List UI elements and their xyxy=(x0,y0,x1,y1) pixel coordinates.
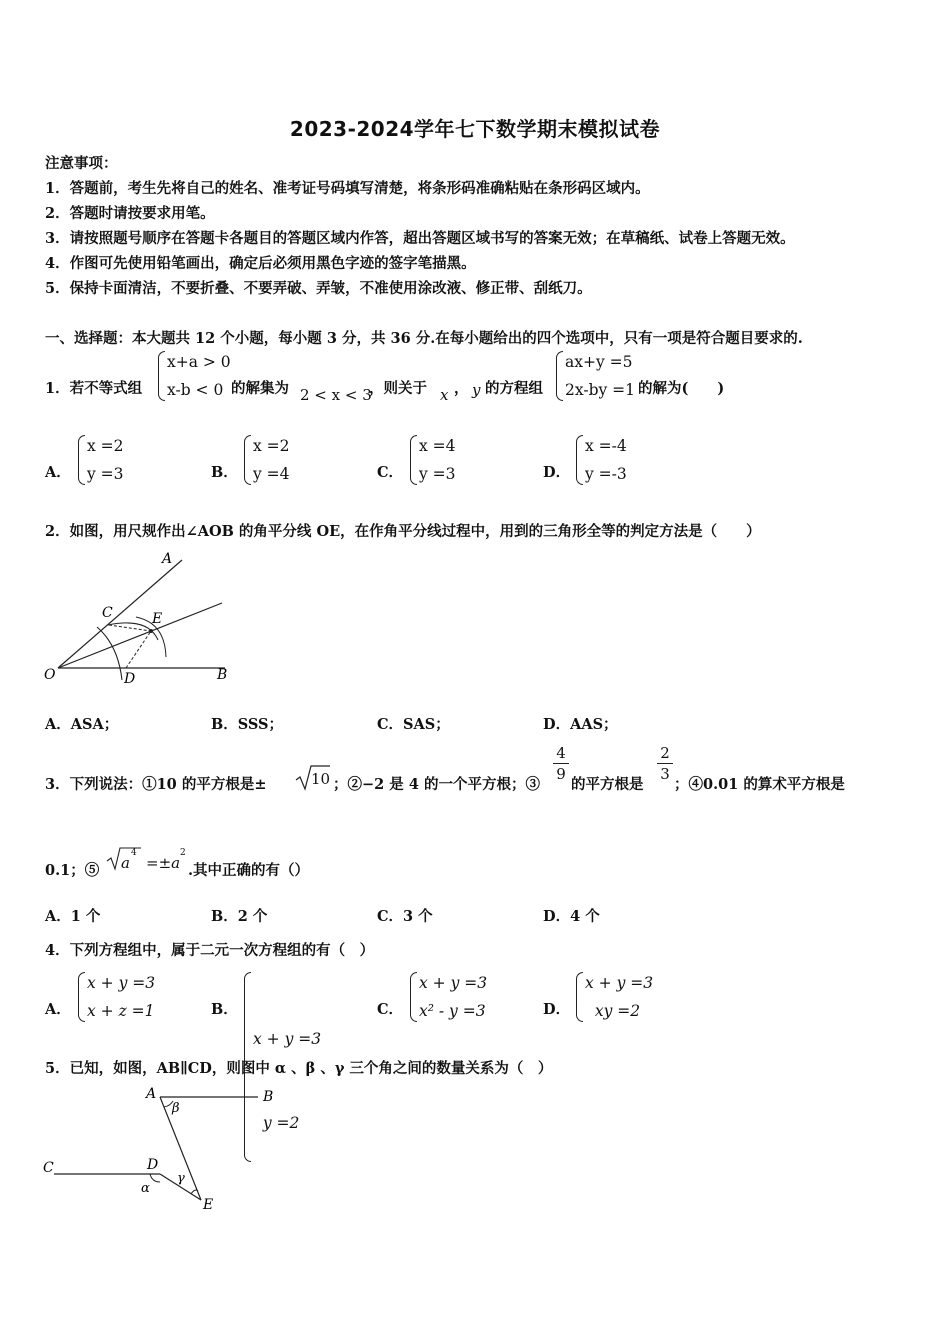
q3-option-a[interactable]: A．1 个 xyxy=(45,908,101,925)
parallel-lines-figure xyxy=(40,1080,290,1220)
q2-option-b[interactable]: B．SSS； xyxy=(211,716,284,733)
label-e: E xyxy=(152,611,163,627)
q4-option-a-line2: x + z =1 xyxy=(87,1002,155,1020)
label-o: O xyxy=(44,667,56,683)
q1-option-d-label[interactable]: D． xyxy=(543,464,571,481)
arc-cd xyxy=(97,627,122,680)
q1-comma: ， xyxy=(454,380,469,397)
q1-prefix: 1．若不等式组 xyxy=(45,380,143,397)
q4-option-a[interactable] xyxy=(78,969,155,1025)
angle-gamma-arc xyxy=(191,1190,198,1194)
q1-option-d[interactable] xyxy=(576,432,627,488)
q3-eq-exp: 2 xyxy=(180,848,186,858)
q1-equation-system xyxy=(556,348,635,404)
q4-option-b-line2: y =2 xyxy=(253,1114,300,1132)
q4-option-b-line1: x + y =3 xyxy=(253,1030,322,1048)
ray-oa xyxy=(58,560,182,668)
label-alpha: α xyxy=(141,1181,150,1196)
q1-option-b-line2: y =4 xyxy=(253,465,290,483)
q1-option-b[interactable] xyxy=(244,432,290,488)
q1-sys2-line2: 2x-by =1 xyxy=(565,381,636,399)
label-d: D xyxy=(147,1157,159,1173)
q5-text: 5．已知，如图，AB∥CD，则图中 α 、β 、γ 三个角之间的数量关系为（ ） xyxy=(45,1060,553,1077)
q1-sys2-line1: ax+y =5 xyxy=(565,353,633,371)
q3-radicand-exp: 4 xyxy=(131,848,137,858)
q1-option-c-line1: x =4 xyxy=(419,437,456,455)
q1-inequality-system xyxy=(158,348,231,404)
q4-option-c-line2: x² - y =3 xyxy=(419,1002,486,1020)
q1-sys1-line2: x-b < 0 xyxy=(167,381,224,399)
q3-part2: ；②−2 是 4 的一个平方根；③ xyxy=(333,776,540,793)
q1-option-b-label[interactable]: B． xyxy=(211,464,238,481)
q1-option-d-line1: x =-4 xyxy=(585,437,627,455)
notice-item: 5．保持卡面清洁，不要折叠、不要弄破、弄皱，不准使用涂改液、修正带、刮纸刀。 xyxy=(45,280,592,297)
q4-option-a-line1: x + y =3 xyxy=(87,974,156,992)
q3-radicand: a xyxy=(121,854,130,872)
q1-option-d-line2: y =-3 xyxy=(585,465,627,483)
q3-line2-end: .其中正确的有（） xyxy=(188,862,310,879)
q1-mid2: ，则关于 xyxy=(369,380,427,397)
q1-option-a-label[interactable]: A． xyxy=(45,464,71,481)
q1-option-b-line1: x =2 xyxy=(253,437,290,455)
ray-oe xyxy=(58,603,222,668)
q4-text: 4．下列方程组中，属于二元一次方程组的有（ ） xyxy=(45,942,375,959)
angle-bisector-figure xyxy=(40,545,240,690)
label-b: B xyxy=(263,1089,274,1105)
section-heading: 一、选择题：本大题共 12 个小题，每小题 3 分，共 36 分.在每小题给出的四个选项中，只有一项是符合题目要求的. xyxy=(45,330,803,347)
label-a: A xyxy=(162,551,173,567)
q3-frac2-num: 2 xyxy=(660,744,670,762)
q3-part3: 的平方根是 xyxy=(571,776,644,793)
q4-option-d-line1: x + y =3 xyxy=(585,974,654,992)
label-d: D xyxy=(124,671,136,687)
notice-item: 2．答题时请按要求用笔。 xyxy=(45,205,215,222)
q1-mid3: 的方程组 xyxy=(485,380,543,397)
q3-frac1-den: 9 xyxy=(556,765,566,783)
q3-eq: =±a xyxy=(146,854,181,872)
q1-suffix: 的解为( ) xyxy=(638,380,725,397)
label-e: E xyxy=(203,1197,214,1213)
q4-option-c[interactable] xyxy=(410,969,487,1025)
notice-item: 4．作图可先使用铅笔画出，确定后必须用黑色字迹的签字笔描黑。 xyxy=(45,255,476,272)
q2-option-a[interactable]: A．ASA； xyxy=(45,716,119,733)
q4-option-d-label[interactable]: D． xyxy=(543,1001,571,1018)
label-gamma: γ xyxy=(177,1171,185,1186)
q3-sqrt10: 10 xyxy=(311,770,331,788)
q3-option-d[interactable]: D．4 个 xyxy=(543,908,600,925)
q3-option-b[interactable]: B．2 个 xyxy=(211,908,268,925)
q3-frac1-num: 4 xyxy=(556,744,566,762)
q2-option-d[interactable]: D．AAS； xyxy=(543,716,618,733)
label-c: C xyxy=(102,605,113,621)
q2-text: 2．如图，用尺规作出∠AOB 的角平分线 OE，在作角平分线过程中，用到的三角形全等的判定方法是（ ） xyxy=(45,523,761,540)
q4-option-b-label[interactable]: B． xyxy=(211,1001,238,1018)
label-c: C xyxy=(43,1160,54,1176)
notice-item: 3．请按照题号顺序在答题卡各题目的答题区域内作答，超出答题区域书写的答案无效；在草稿纸、试卷上答题无效。 xyxy=(45,230,795,247)
q3-part1: 3．下列说法：①10 的平方根是± xyxy=(45,776,267,793)
q3-option-c[interactable]: C．3 个 xyxy=(377,908,433,925)
page-title: 2023-2024学年七下数学期末模拟试卷 xyxy=(289,117,661,141)
q4-option-d[interactable] xyxy=(576,969,653,1025)
q1-option-c[interactable] xyxy=(410,432,456,488)
notice-item: 1．答题前，考生先将自己的姓名、准考证号码填写清楚，将条形码准确粘贴在条形码区域内。 xyxy=(45,180,650,197)
q1-option-a[interactable] xyxy=(78,432,124,488)
q3-part4: ；④0.01 的算术平方根是 xyxy=(674,776,845,793)
label-b: B xyxy=(217,667,228,683)
q1-mid1: 的解集为 xyxy=(231,380,289,397)
q1-sys1-line1: x+a > 0 xyxy=(167,353,231,371)
q4-option-c-label[interactable]: C． xyxy=(377,1001,404,1018)
q3-fraction-2-3 xyxy=(657,744,673,783)
q1-option-c-line2: y =3 xyxy=(419,465,456,483)
q3-fraction-4-9 xyxy=(553,744,569,783)
q4-option-d-line2: xy =2 xyxy=(585,1002,641,1020)
q1-option-c-label[interactable]: C． xyxy=(377,464,404,481)
q3-line2-start: 0.1；⑤ xyxy=(45,862,100,879)
q2-option-c[interactable]: C．SAS； xyxy=(377,716,450,733)
q1-option-a-line2: y =3 xyxy=(87,465,124,483)
q1-var-x: x xyxy=(440,386,449,404)
point-e xyxy=(149,629,153,633)
q4-option-c-line1: x + y =3 xyxy=(419,974,488,992)
q1-option-a-line1: x =2 xyxy=(87,437,124,455)
q1-var-y: y xyxy=(472,381,481,399)
q3-frac2-den: 3 xyxy=(660,765,670,783)
label-a: A xyxy=(146,1086,157,1102)
q4-option-a-label[interactable]: A． xyxy=(45,1001,71,1018)
q1-range: 2 < x < 3 xyxy=(300,386,372,404)
angle-alpha-arc xyxy=(150,1174,160,1182)
notice-heading: 注意事项： xyxy=(45,155,118,172)
label-beta: β xyxy=(172,1101,180,1116)
